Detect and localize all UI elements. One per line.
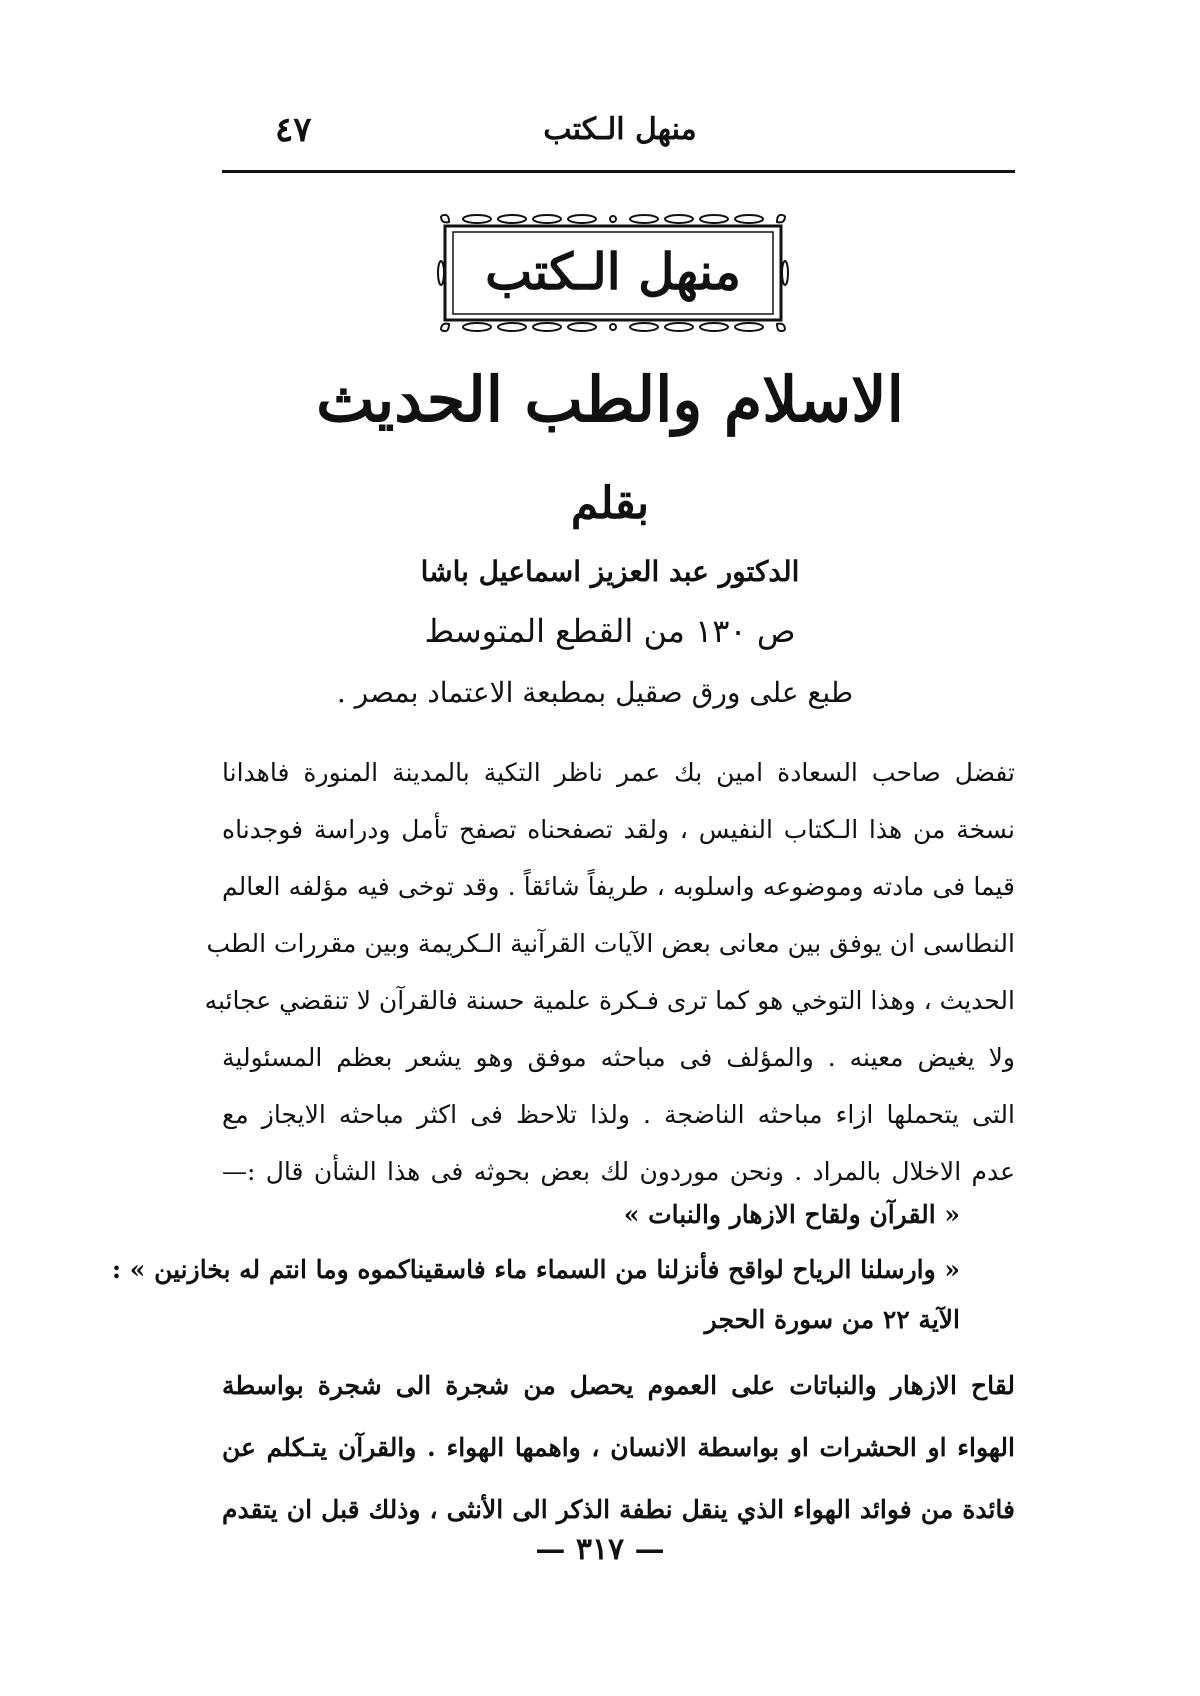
- footer-page-number: — ٣١٧ —: [535, 1532, 665, 1567]
- review-paragraph: [204, 744, 1015, 1200]
- article-title: الاسلام والطب الحديث: [316, 363, 904, 436]
- paragraph-line: فائدة من فوائد الهواء الذي ينقل نطفة الذكر الى الأنثى ، وذلك قبل ان يتقدم: [222, 1495, 1015, 1524]
- paragraph-line: التى يتحملها ازاء مباحثه الناضجة . ولذا تلاحظ فى اكثر مباحثه الايجاز مع: [222, 1100, 1015, 1129]
- frame-title: منهل الـكتب: [485, 242, 741, 301]
- paragraph-line: ولا يغيض معينه . والمؤلف فى مباحثه موفق وهو يشعر بعظم المسئولية: [222, 1043, 1015, 1072]
- verse-reference: الآية ٢٢ من سورة الحجر: [704, 1305, 960, 1334]
- paragraph-line: قيما فى مادته وموضوعه واسلوبه ، طريفاً شائقاً . وقد توخى فيه مؤلفه العالم: [222, 872, 1015, 901]
- quran-verse: « وارسلنا الرياح لواقح فأنزلنا من السماء ماء فاسقيناكموه وما انتم له بخازنين » :: [111, 1255, 960, 1284]
- running-header: [225, 112, 1015, 162]
- author-name: الدكتور عبد العزيز اسماعيل باشا: [420, 555, 800, 588]
- ornamental-frame: [437, 212, 789, 334]
- paragraph-line: لقاح الازهار والنباتات على العموم يحصل من شجرة الى شجرة بواسطة: [222, 1371, 1015, 1400]
- explanation-paragraph: [222, 1355, 1015, 1541]
- paragraph-line: نسخة من هذا الـكتاب النفيس ، ولقد تصفحناه تصفح تأمل ودراسة فوجدناه: [222, 815, 1015, 844]
- running-header-title: منهل الـكتب: [543, 112, 697, 147]
- print-info: طبع على ورق صقيل بمطبعة الاعتماد بمصر .: [336, 676, 854, 709]
- header-rule: [222, 170, 1015, 173]
- pages-info: ص ١٣٠ من القطع المتوسط: [424, 612, 796, 650]
- quote-heading: « القرآن ولقاح الازهار والنبات »: [623, 1200, 960, 1229]
- paragraph-line: تفضل صاحب السعادة امين بك عمر ناظر التكية بالمدينة المنورة فاهدانا: [222, 758, 1015, 787]
- paragraph-line: الهواء او الحشرات او بواسطة الانسان ، واهمها الهواء . والقرآن يتـكلم عن: [222, 1433, 1015, 1462]
- paragraph-line: النطاسى ان يوفق بين معانى بعض الآيات القرآنية الـكريمة وبين مقررات الطب: [206, 929, 1015, 958]
- paragraph-line: عدم الاخلال بالمراد . ونحن موردون لك بعض بحوثه فى هذا الشأن قال :—: [222, 1157, 1015, 1186]
- running-header-page-number: ٤٧: [275, 110, 312, 150]
- byline: بقلم: [570, 478, 650, 529]
- paragraph-line: الحديث ، وهذا التوخي هو كما ترى فـكرة علمية حسنة فالقرآن لا تنقضي عجائبه: [204, 986, 1015, 1015]
